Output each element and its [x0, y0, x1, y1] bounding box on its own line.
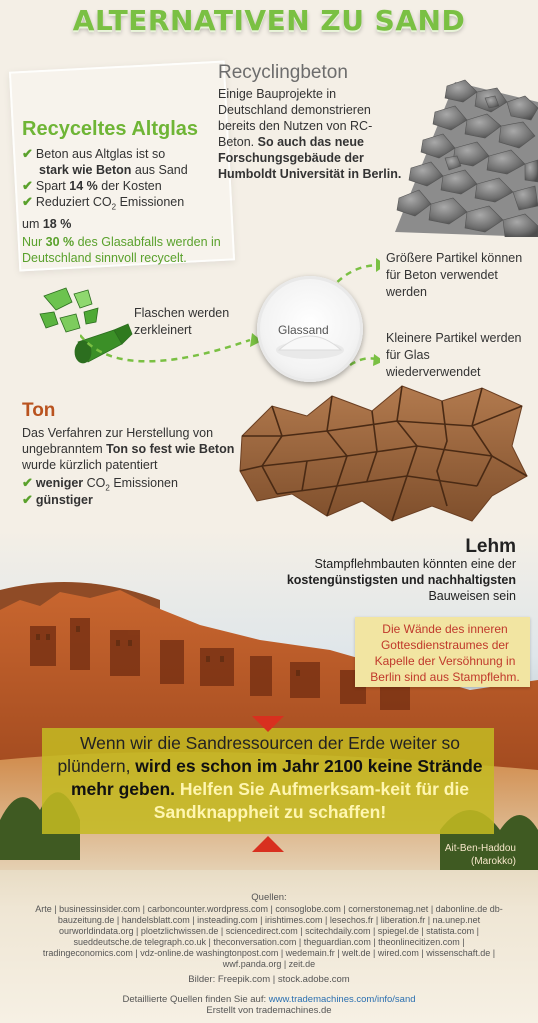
callout-text-bold-dark: wird es schon im Jahr 2100 keine Strände mehr geben.	[70, 756, 483, 799]
flaschen-text: Flaschen werden zerkleinert	[134, 306, 230, 337]
checkmark-icon: ✔	[22, 492, 33, 507]
altglas-item-2-pre: Spart	[35, 179, 70, 193]
ton-heading: Ton	[22, 400, 56, 421]
lehm-heading: Lehm	[465, 536, 516, 557]
quellen-title: Quellen:	[251, 892, 287, 903]
details-link[interactable]: www.trademachines.com/info/sand	[268, 994, 416, 1005]
photo-caption-place: Ait-Ben-Haddou	[444, 843, 516, 854]
ton-text-bold: Ton so fest wie Beton	[106, 442, 235, 456]
callout-text-pre: Wenn wir die Sandressourcen der Erde weiter so plündern,	[57, 733, 460, 776]
triangle-down-icon	[252, 716, 284, 732]
lehm-text-pre: Stampflehmbauten könnten eine der	[314, 557, 516, 571]
ton-item-1-post: Emissionen	[109, 476, 178, 490]
kleinere-partikel-text: Kleinere Partikel werden für Glas wiederverwendet	[386, 331, 522, 379]
altglas-item-3-pre: Reduziert CO	[35, 195, 112, 209]
ton-item-1-bold: weniger	[35, 476, 84, 490]
altglas-item-3-line2: um	[22, 216, 43, 231]
lehm-text	[256, 556, 516, 604]
details-pre: Detaillierte Quellen finden Sie auf:	[122, 994, 269, 1005]
triangle-up-icon	[252, 836, 284, 852]
altglas-note-pre: Nur	[22, 235, 46, 249]
callout-text-bold-light: Helfen Sie Aufmerksam-keit für die Sandknappheit zu schaffen!	[153, 779, 470, 822]
page-title: ALTERNATIVEN ZU SAND	[72, 4, 466, 37]
arrowhead-icon	[373, 354, 380, 366]
checkmark-icon: ✔	[22, 475, 33, 490]
groessere-partikel-text: Größere Partikel können für Beton verwendet werden	[386, 251, 523, 299]
arrowhead-icon	[376, 258, 380, 272]
lehm-text-bold: kostengünstigsten und nachhaltigsten	[286, 573, 516, 587]
altglas-item-3-post: Emissionen	[116, 195, 185, 209]
recyclingbeton-text-plain: Einige Bauprojekte in Deutschland demonstrieren bereits den Nutzen von RC-Beton.	[218, 87, 373, 149]
altglas-item-1-post: aus Sand	[131, 163, 188, 177]
bilder-credits: Bilder: Freepik.com | stock.adobe.com	[188, 974, 350, 985]
arrow-to-glassand	[80, 335, 250, 361]
altglas-item-3-bold: 18 %	[42, 216, 72, 231]
altglas-heading: Recyceltes Altglas	[22, 118, 199, 140]
details-credits	[0, 994, 538, 1016]
gravel-pile-image	[385, 62, 538, 237]
altglas-item-2-bold: 14 %	[69, 179, 98, 193]
recyclingbeton-text-bold: So auch das neue Forschungsgebäude der Humboldt Universität in Berlin.	[218, 135, 402, 181]
recyclingbeton-heading: Recyclingbeton	[218, 62, 348, 83]
recyclingbeton-text	[218, 86, 408, 182]
ton-item-2-bold: günstiger	[35, 493, 93, 507]
erstellt-text: Erstellt von trademachines.de	[206, 1005, 332, 1016]
altglas-note-bold: 30 %	[45, 235, 75, 249]
altglas-item-1-text: Beton aus Altglas ist so	[35, 147, 166, 161]
photo-caption	[445, 842, 516, 868]
checkmark-icon: ✔	[22, 146, 33, 161]
altglas-note-post: des Glasabfalls werden in Deutschland sinnvoll recycelt.	[22, 235, 221, 265]
checkmark-icon: ✔	[22, 178, 33, 193]
altglas-item-2-post: der Kosten	[97, 179, 162, 193]
altglas-item-3	[22, 194, 184, 232]
ton-text-post: wurde kürzlich patentiert	[22, 458, 158, 472]
altglas-item-1-bold: stark wie Beton	[39, 163, 132, 177]
callout-text	[52, 732, 488, 824]
quellen-list: Arte | businessinsider.com | carboncounter.wordpress.com | consoglobe.com | cornerstonemag.net | dabonline.de db-bauzeitung.de | handelsblatt.com | insteading.com | irishtimes.com | lesechos.fr | liberation.fr | na.unep.net ourworldindata.org | ploetzlichwissen.de | sciencedirect.com | scitechdaily.com | spiegel.de | statista.com | sueddeutsche.de telegraph.co.uk | theconversation.com | theguardian.com | theonlinecitizen.com | tradingeconomics.com | vdz-online.de washingtonpost.com | wedemain.fr | welt.de | wired.com | wissenschaft.de | wwf.panda.org | zeit.de	[35, 904, 503, 969]
ton-text	[22, 425, 237, 473]
glassand-label: Glassand	[278, 323, 329, 337]
photo-caption-country: (Marokko)	[470, 856, 516, 867]
ton-text-pre: Das Verfahren zur Herstellung von ungebranntem	[22, 426, 214, 456]
kapelle-note-text: Die Wände des inneren Gottesdienstraumes der Kapelle der Versöhnung in Berlin sind aus Stampflehm.	[370, 622, 520, 684]
co2-subscript: 2	[105, 483, 110, 493]
altglas-item-2	[22, 178, 162, 194]
ton-item-2	[22, 492, 93, 508]
ton-item-1-pre: CO	[83, 476, 106, 490]
checkmark-icon: ✔	[22, 194, 33, 209]
co2-subscript: 2	[111, 202, 117, 212]
lehm-text-post: Bauweisen sein	[428, 589, 516, 603]
altglas-item-1	[22, 146, 188, 178]
cracked-clay-image	[232, 376, 532, 526]
